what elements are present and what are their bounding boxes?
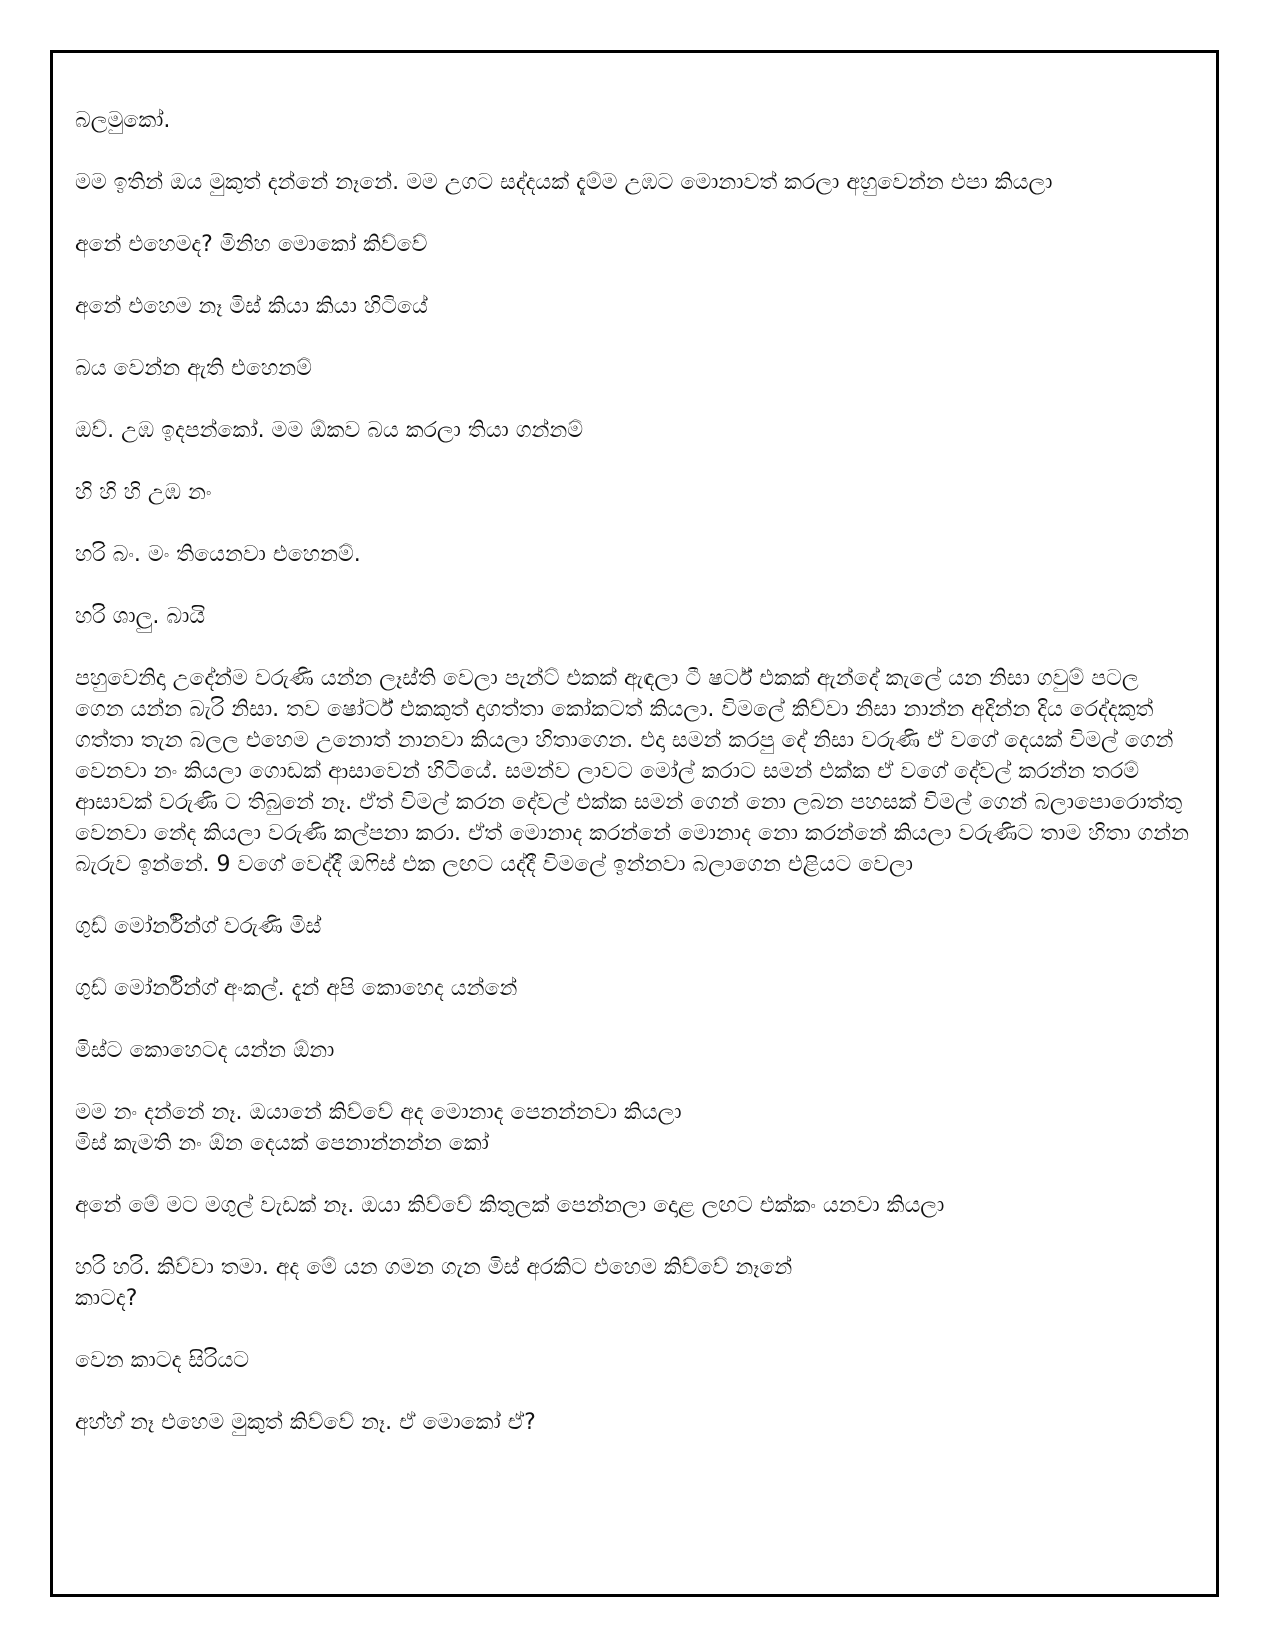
page-border-frame xyxy=(50,50,1219,1597)
paragraph: හරි ශාලු. බායි xyxy=(75,604,206,629)
paragraph: හරි බං. මං තියෙනවා එහෙනම්. xyxy=(75,542,361,567)
paragraph: ඔව්. උඹ ඉදපන්කෝ. මම ඕකව බය කරලා තියා ගන්නම් xyxy=(75,418,584,443)
paragraph: මිස්ට කොහෙටද යන්න ඕනා xyxy=(75,1038,335,1063)
paragraph: ගුඩ් මෝර්නින්ග් වරුණි මිස් xyxy=(75,914,322,939)
paragraph: අනේ මේ මට මගුල් වැඩක් නෑ. ඔයා කිව්වේ කිතුලක් පෙන්නලා දොළ ලඟට එක්කං යනවා කියලා xyxy=(75,1193,945,1218)
paragraph: හරි හරි. කිව්වා තමා. අද මේ යන ගමන ගැන මිස් අරකිට එහෙම කිව්වේ නෑනේ කාටද? xyxy=(75,1255,793,1311)
paragraph: බය වෙන්න ඇති එහෙනම් xyxy=(75,356,312,381)
paragraph: ගුඩ් මෝර්නින්ග් අංකල්. දැන් අපි කොහෙද යන්නේ xyxy=(75,976,518,1001)
paragraph: මම නං දන්නේ නෑ. ඔයානේ කිව්වේ අද මොනාද පෙනන්නවා කියලා මිස් කැමති නං ඕන දෙයක් පෙනාන්නන්න කෝ xyxy=(75,1100,682,1156)
paragraph: අහ්හ් නෑ එහෙම මුකුත් කිව්වේ නෑ. ඒ මොකෝ ඒ? xyxy=(75,1410,536,1435)
paragraph: පහුවෙනිදා උදේන්ම වරුණි යන්න ලෑස්ති වෙලා පැන්ට් එකක් ඇඳලා ටී ෂර්ට් එකක් ඇන්දේ කැලේ යන නිසා ගවුම් පටල ගෙන යන්න බැරි නිසා. තව ෂෝර්ට් එකකුත් දාගත්තා කෝකටත් කියලා. විමලේ කිව්වා නිසා නාන්න අදින්න දිය රෙද්දකුත් ගත්තා තැන බලල එහෙම උනොත් නානවා කියලා හිතාගෙන. එදා සමන් කරපු දේ නිසා වරුණි ඒ වගේ දෙයක් විමල් ගෙන් වෙනවා නං කියලා ගොඩක් ආසාවෙන් හිටියේ. සමන්ව ලාවට මෝල් කරාට සමන් එක්ක ඒ වගේ දේවල් කරන්න තරම් ආසාවක් වරුණි ට තිබුනේ නෑ. ඒත් විමල් කරන දේවල් එක්ක සමන් ගෙන් නො ලබන පහසක් විමල් ගෙන් බලාපොරොත්තු වෙනවා නේද කියලා වරුණි කල්පනා කරා. ඒත් මොනාද කරන්නේ මොනාද නො කරන්නේ කියලා වරුණිට තාම හිතා ගන්න බැරුව ඉන්නේ. 9 වගේ වෙද්දී ඔෆිස් එක ලඟට යද්දී විමලේ ඉන්නවා බලාගෙන එළියට වෙලා xyxy=(75,666,1197,877)
document-body xyxy=(75,105,1197,1469)
paragraph: අනේ එහෙම නෑ මිස් කියා කියා හිටියේ xyxy=(75,294,428,319)
paragraph: මම ඉතින් ඔය මුකුත් දන්නේ නෑනේ. මම උගට සද්දයක් දැම්ම උඹට මොනාවත් කරලා අහුවෙන්න එපා කියලා xyxy=(75,170,1053,195)
paragraph: අනේ එහෙමද? මිනිහ මොකෝ කිව්වේ xyxy=(75,232,428,257)
paragraph: බලමුකෝ. xyxy=(75,108,171,133)
paragraph: හි හි හි උඹ නං xyxy=(75,480,212,505)
paragraph: වෙන කාටද සිරියට xyxy=(75,1348,250,1373)
